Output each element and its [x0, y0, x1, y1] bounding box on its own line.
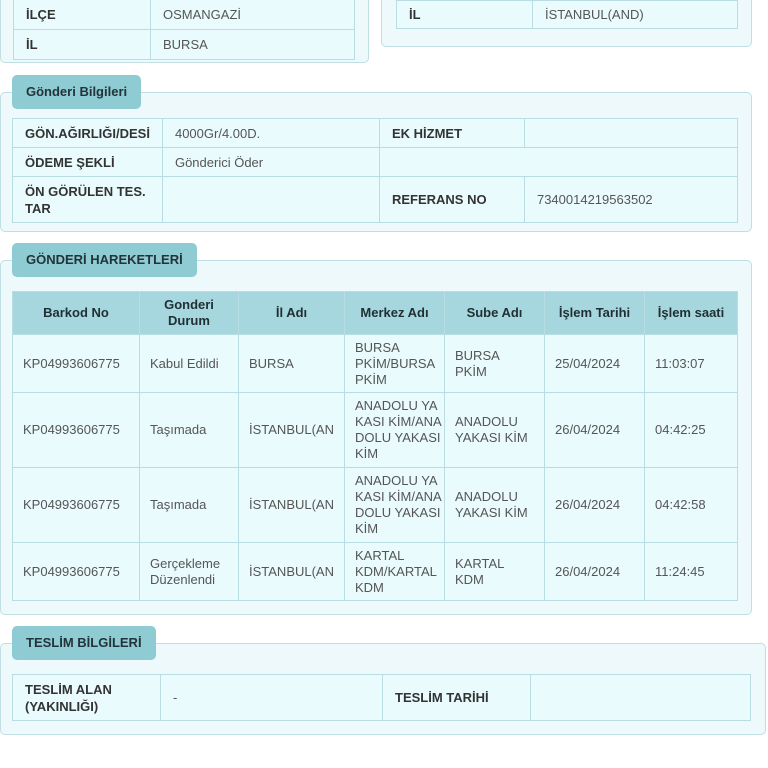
- forecast-date-label: ÖN GÖRÜLEN TES. TAR: [13, 177, 163, 223]
- branch-cell: BURSA PKİM: [445, 335, 545, 393]
- city-cell: İSTANBUL(AN: [239, 468, 345, 543]
- receiver-label: TESLİM ALAN (YAKINLIĞI): [13, 675, 161, 721]
- col-city: İl Adı: [239, 292, 345, 335]
- recipient-address-table: [13, 0, 355, 60]
- forecast-date-value: [162, 177, 379, 223]
- table-row: [13, 177, 738, 223]
- barcode-cell: KP04993606775: [13, 543, 140, 601]
- city-cell: İSTANBUL(AN: [239, 393, 345, 468]
- col-status: Gonderi Durum: [140, 292, 239, 335]
- center-cell: ANADOLU YAKASI KİM/ANADOLU YAKASI KİM: [345, 468, 445, 543]
- table-header-row: [13, 292, 738, 335]
- empty-cell: [379, 148, 737, 177]
- delivery-date-label: TESLİM TARİHİ: [383, 675, 531, 721]
- table-row: [14, 30, 355, 60]
- barcode-cell: KP04993606775: [13, 393, 140, 468]
- recipient-address-panel: [0, 0, 369, 63]
- time-cell: 04:42:58: [645, 468, 738, 543]
- center-cell: ANADOLU YAKASI KİM/ANADOLU YAKASI KİM: [345, 393, 445, 468]
- extra-service-value: [524, 119, 737, 148]
- status-cell: Taşımada: [140, 468, 239, 543]
- time-cell: 04:42:25: [645, 393, 738, 468]
- district-label: İLÇE: [14, 0, 151, 30]
- table-row: [13, 119, 738, 148]
- movements-table: [12, 291, 738, 601]
- city-label: İL: [14, 30, 151, 60]
- center-cell: BURSA PKİM/BURSA PKİM: [345, 335, 445, 393]
- receiver-value: -: [161, 675, 383, 721]
- city-label: İL: [397, 1, 533, 29]
- table-row: [13, 675, 751, 721]
- col-center: Merkez Adı: [345, 292, 445, 335]
- city-value: BURSA: [151, 30, 355, 60]
- table-row: [13, 148, 738, 177]
- col-barcode: Barkod No: [13, 292, 140, 335]
- sender-address-table: [396, 0, 738, 29]
- time-cell: 11:03:07: [645, 335, 738, 393]
- branch-cell: ANADOLU YAKASI KİM: [445, 468, 545, 543]
- city-cell: İSTANBUL(AN: [239, 543, 345, 601]
- delivery-date-value: [531, 675, 751, 721]
- payment-label: ÖDEME ŞEKLİ: [13, 148, 163, 177]
- col-branch: Sube Adı: [445, 292, 545, 335]
- date-cell: 26/04/2024: [545, 543, 645, 601]
- payment-value: Gönderici Öder: [162, 148, 379, 177]
- reference-label: REFERANS NO: [379, 177, 524, 223]
- weight-value: 4000Gr/4.00D.: [162, 119, 379, 148]
- center-cell: KARTAL KDM/KARTAL KDM: [345, 543, 445, 601]
- barcode-cell: KP04993606775: [13, 468, 140, 543]
- delivery-info-table: [12, 674, 751, 721]
- table-row: [14, 0, 355, 30]
- district-value: OSMANGAZİ: [151, 0, 355, 30]
- table-row: [13, 468, 738, 543]
- table-row: [397, 1, 738, 29]
- shipment-info-table: [12, 118, 738, 223]
- status-cell: Taşımada: [140, 393, 239, 468]
- date-cell: 25/04/2024: [545, 335, 645, 393]
- col-time: İşlem saati: [645, 292, 738, 335]
- col-date: İşlem Tarihi: [545, 292, 645, 335]
- table-row: [13, 393, 738, 468]
- table-row: [13, 543, 738, 601]
- sender-address-panel: [381, 0, 752, 47]
- table-row: [13, 335, 738, 393]
- movements-tab[interactable]: GÖNDERİ HAREKETLERİ: [12, 243, 197, 277]
- branch-cell: KARTAL KDM: [445, 543, 545, 601]
- weight-label: GÖN.AĞIRLIĞI/DESİ: [13, 119, 163, 148]
- shipment-info-tab[interactable]: Gönderi Bilgileri: [12, 75, 141, 109]
- city-cell: BURSA: [239, 335, 345, 393]
- delivery-info-tab[interactable]: TESLİM BİLGİLERİ: [12, 626, 156, 660]
- branch-cell: ANADOLU YAKASI KİM: [445, 393, 545, 468]
- date-cell: 26/04/2024: [545, 393, 645, 468]
- barcode-cell: KP04993606775: [13, 335, 140, 393]
- date-cell: 26/04/2024: [545, 468, 645, 543]
- status-cell: Kabul Edildi: [140, 335, 239, 393]
- time-cell: 11:24:45: [645, 543, 738, 601]
- status-cell: Gerçekleme Düzenlendi: [140, 543, 239, 601]
- city-value: İSTANBUL(AND): [533, 1, 738, 29]
- extra-service-label: EK HİZMET: [379, 119, 524, 148]
- reference-value: 7340014219563502: [524, 177, 737, 223]
